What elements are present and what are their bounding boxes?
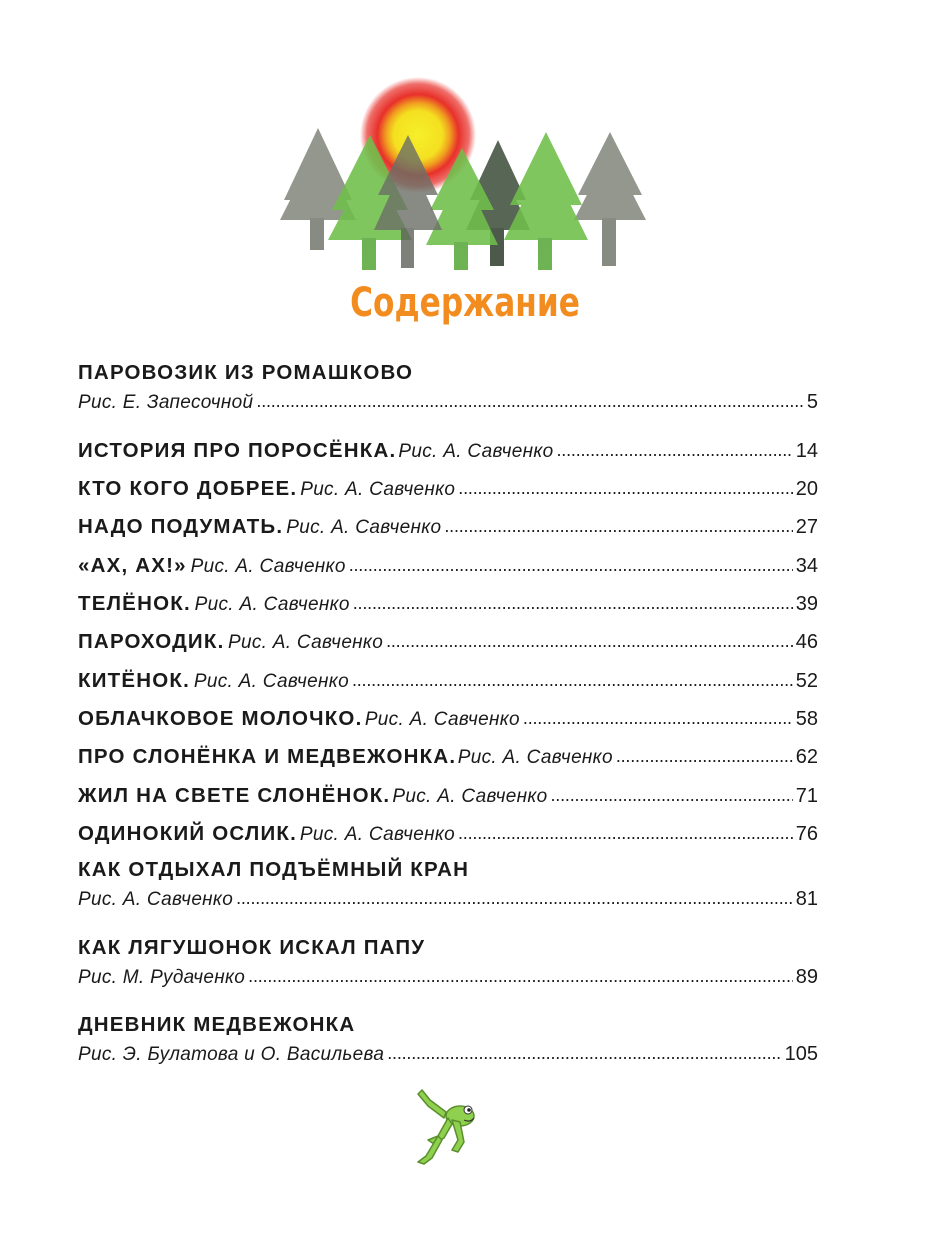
toc-entry-title: НАДО ПОДУМАТЬ. (78, 515, 284, 538)
toc-entry (78, 438, 818, 465)
toc-entry-page: 46 (795, 631, 818, 653)
toc-line (78, 476, 818, 503)
dot-leader (458, 820, 793, 846)
toc-entry-title: ОБЛАЧКОВОЕ МОЛОЧКО. (78, 707, 363, 730)
toc-entry-title: КИТЁНОК. (78, 669, 191, 692)
dot-leader (256, 388, 803, 414)
toc-entry-author: Рис. Э. Булатова и О. Васильева (78, 1044, 385, 1065)
toc-entry (78, 744, 818, 771)
toc-entry-page: 52 (795, 670, 818, 692)
toc-entry-author: Рис. А. Савченко (193, 671, 349, 692)
dot-leader (523, 705, 793, 731)
toc-entry-page: 76 (795, 823, 818, 845)
toc-entry-page: 58 (795, 708, 818, 730)
toc-entry (78, 1012, 818, 1068)
toc-entry-author: Рис. А. Савченко (364, 709, 520, 730)
toc-line (78, 744, 818, 771)
toc-entry-title: КТО КОГО ДОБРЕЕ. (78, 477, 298, 500)
toc-entry-page: 14 (795, 440, 818, 462)
toc-entry (78, 553, 818, 580)
toc-entry-title: ПАРОВОЗИК ИЗ РОМАШКОВО (78, 361, 414, 384)
toc-entry-author: Рис. А. Савченко (78, 889, 234, 910)
toc-entry (78, 629, 818, 656)
toc-entry-author: Рис. Е. Запесочной (78, 392, 254, 413)
toc-entry-title: ИСТОРИЯ ПРО ПОРОСЁНКА. (78, 439, 397, 462)
toc-entry-page: 20 (795, 478, 818, 500)
toc-entry-author: Рис. А. Савченко (299, 824, 455, 845)
toc-line (78, 821, 818, 848)
toc-entry (78, 668, 818, 695)
toc-entry-author: Рис. А. Савченко (392, 786, 548, 807)
dot-leader (557, 437, 793, 463)
toc-entry-title: ТЕЛЁНОК. (78, 592, 191, 615)
toc-entry-title: ПАРОХОДИК. (78, 630, 225, 653)
dot-leader (616, 743, 793, 769)
toc-entry-page: 5 (806, 391, 818, 413)
toc-author-line (78, 886, 818, 913)
toc-entry-page: 105 (784, 1043, 818, 1065)
toc-entry (78, 591, 818, 618)
dot-leader (444, 513, 792, 539)
toc-entry-page: 27 (795, 516, 818, 538)
toc-entry-title: КАК ЛЯГУШОНОК ИСКАЛ ПАПУ (78, 936, 426, 959)
toc-entry (78, 476, 818, 503)
trees-and-sun-illustration (270, 70, 650, 280)
dot-leader (387, 1040, 781, 1066)
dot-leader (551, 782, 793, 808)
toc-title-line (78, 935, 818, 961)
page-title: Содержание (350, 280, 580, 326)
toc-entry (78, 821, 818, 848)
toc-entry (78, 935, 818, 991)
toc-entry (78, 514, 818, 541)
toc-entry-page: 81 (795, 888, 818, 910)
toc-title-line (78, 360, 818, 386)
toc-line (78, 706, 818, 733)
toc-title-line (78, 857, 818, 883)
toc-entry-page: 39 (795, 593, 818, 615)
toc-entry-title: «АХ, АХ!» (78, 554, 187, 577)
toc-title-line (78, 1012, 818, 1038)
toc-entry-page: 34 (795, 555, 818, 577)
toc-author-line (78, 964, 818, 991)
toc-entry-page: 71 (795, 785, 818, 807)
toc-entry-author: Рис. А. Савченко (398, 441, 554, 462)
toc-entry-author: Рис. М. Рудаченко (78, 967, 246, 988)
toc-entry-author: Рис. А. Савченко (190, 556, 346, 577)
toc-author-line (78, 1041, 818, 1068)
dot-leader (349, 552, 793, 578)
toc-line (78, 553, 818, 580)
toc-entry-page: 89 (795, 966, 818, 988)
toc-entry-author: Рис. А. Савченко (300, 479, 456, 500)
frog-illustration (408, 1078, 488, 1168)
dot-leader (236, 885, 793, 911)
toc-entry-title: ПРО СЛОНЁНКА И МЕДВЕЖОНКА. (78, 745, 457, 768)
toc-entry-title: КАК ОТДЫХАЛ ПОДЪЁМНЫЙ КРАН (78, 858, 470, 881)
dot-leader (352, 667, 793, 693)
dot-leader (353, 590, 793, 616)
toc-entry-title: ЖИЛ НА СВЕТЕ СЛОНЁНОК. (78, 784, 391, 807)
toc-entry (78, 783, 818, 810)
toc-entry (78, 706, 818, 733)
dot-leader (248, 963, 793, 989)
toc-line (78, 514, 818, 541)
toc-author-line (78, 389, 818, 416)
toc-line (78, 438, 818, 465)
toc-entry-author: Рис. А. Савченко (228, 632, 384, 653)
toc-entry-title: ОДИНОКИЙ ОСЛИК. (78, 822, 298, 845)
dot-leader (458, 475, 792, 501)
toc-line (78, 668, 818, 695)
toc-entry (78, 360, 818, 416)
toc-entry-author: Рис. А. Савченко (286, 517, 442, 538)
toc-entry-author: Рис. А. Савченко (194, 594, 350, 615)
toc-entry-page: 62 (795, 746, 818, 768)
toc-line (78, 629, 818, 656)
toc-entry-author: Рис. А. Савченко (457, 747, 613, 768)
dot-leader (386, 628, 793, 654)
toc-line (78, 783, 818, 810)
toc-entry (78, 857, 818, 913)
toc-entry-title: ДНЕВНИК МЕДВЕЖОНКА (78, 1013, 356, 1036)
toc-line (78, 591, 818, 618)
